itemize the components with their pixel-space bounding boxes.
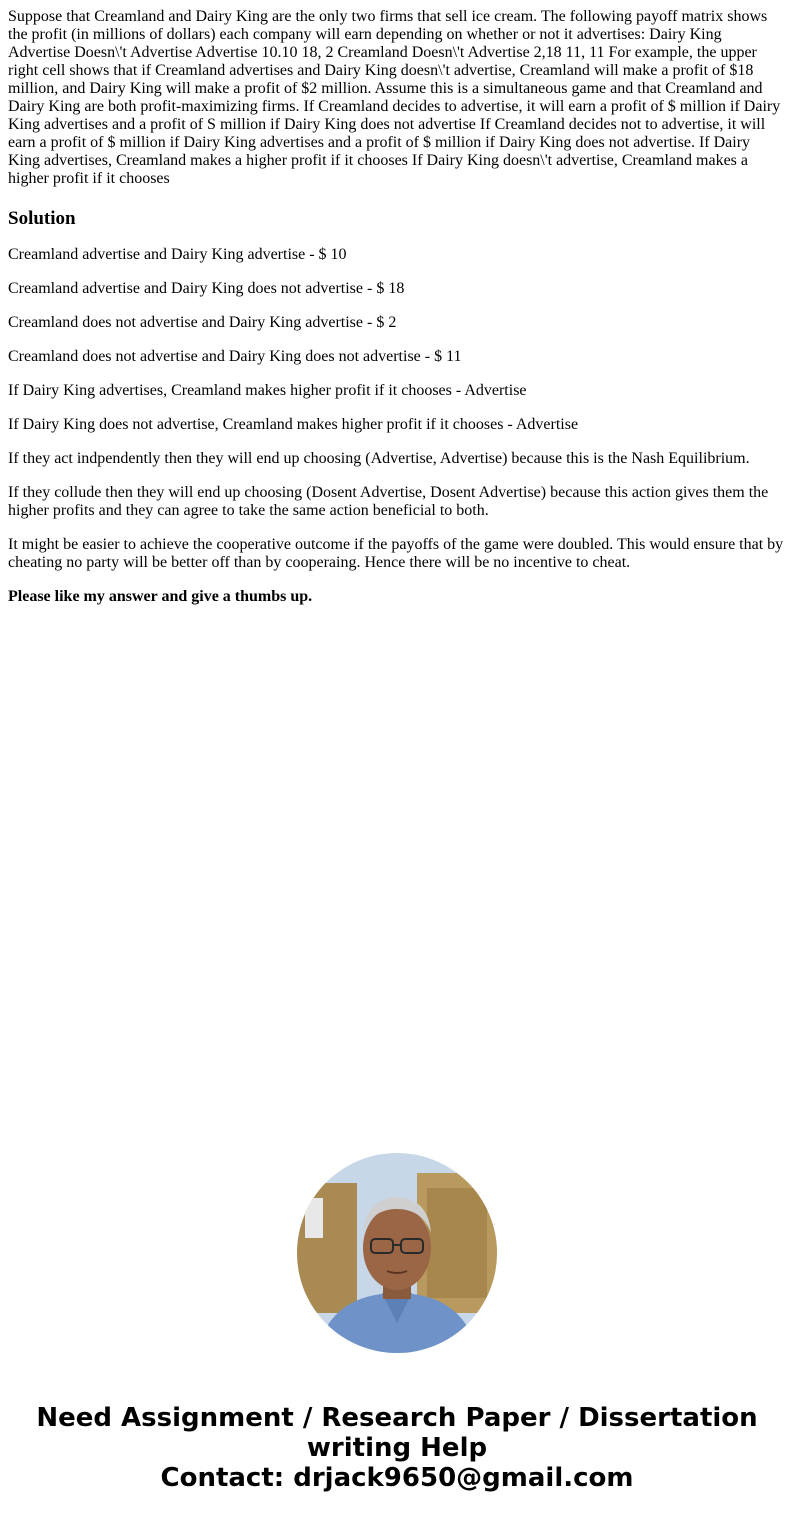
promo-contact: Contact: drjack9650@gmail.com xyxy=(160,1463,634,1493)
solution-line-1: Creamland advertise and Dairy King advertise - $ 10 xyxy=(8,246,347,263)
solution-line-7: If they act indpendently then they will end up choosing (Advertise, Advertise) because this is the Nash Equilibrium. xyxy=(8,450,750,467)
solution-line-6: If Dairy King does not advertise, Creamland makes higher profit if it chooses - Advertise xyxy=(8,416,579,433)
author-avatar xyxy=(297,1153,497,1353)
solution-heading: Solution xyxy=(8,208,76,229)
closing-note: Please like my answer and give a thumbs up. xyxy=(8,588,313,605)
solution-line-3: Creamland does not advertise and Dairy King advertise - $ 2 xyxy=(8,314,397,331)
promo-line-2: writing Help xyxy=(306,1433,488,1463)
document-content xyxy=(8,8,786,622)
author-portrait xyxy=(297,1153,497,1353)
solution-line-2: Creamland advertise and Dairy King does not advertise - $ 18 xyxy=(8,280,405,297)
promo-banner xyxy=(0,1403,794,1493)
solution-line-8: If they collude then they will end up choosing (Dosent Advertise, Dosent Advertise) because this action gives them the higher profits and they can agree to take the same action beneficial to both. xyxy=(8,484,769,519)
promo-line-1: Need Assignment / Research Paper / Dissertation xyxy=(36,1403,758,1433)
solution-line-5: If Dairy King advertises, Creamland makes higher profit if it chooses - Advertise xyxy=(8,382,527,399)
question-text: Suppose that Creamland and Dairy King are the only two firms that sell ice cream. The following payoff matrix shows the profit (in millions of dollars) each company will earn depending on whether or not it advertises: Dairy King Advertise Doesn\'t Advertise Advertise 10.10 18, 2 Creamland Doesn\'t Advertise 2,18 11, 11 For example, the upper right cell shows that if Creamland advertises and Dairy King doesn\'t advertise, Creamland will make a profit of $18 million, and Dairy King will make a profit of $2 million. Assume this is a simultaneous game and that Creamland and Dairy King are both profit-maximizing firms. If Creamland decides to advertise, it will earn a profit of $ million if Dairy King advertises and a profit of S million if Dairy King does not advertise If Creamland decides not to advertise, it will earn a profit of $ million if Dairy King advertises and a profit of $ million if Dairy King does not advertise. If Dairy King advertises, Creamland makes a higher profit if it chooses If Dairy King doesn\'t advertise, Creamland makes a higher profit if it chooses xyxy=(8,8,781,187)
solution-line-4: Creamland does not advertise and Dairy King does not advertise - $ 11 xyxy=(8,348,462,365)
solution-line-9: It might be easier to achieve the cooperative outcome if the payoffs of the game were doubled. This would ensure that by cheating no party will be better off than by cooperaing. Hence there will be no incentive to cheat. xyxy=(8,536,784,571)
